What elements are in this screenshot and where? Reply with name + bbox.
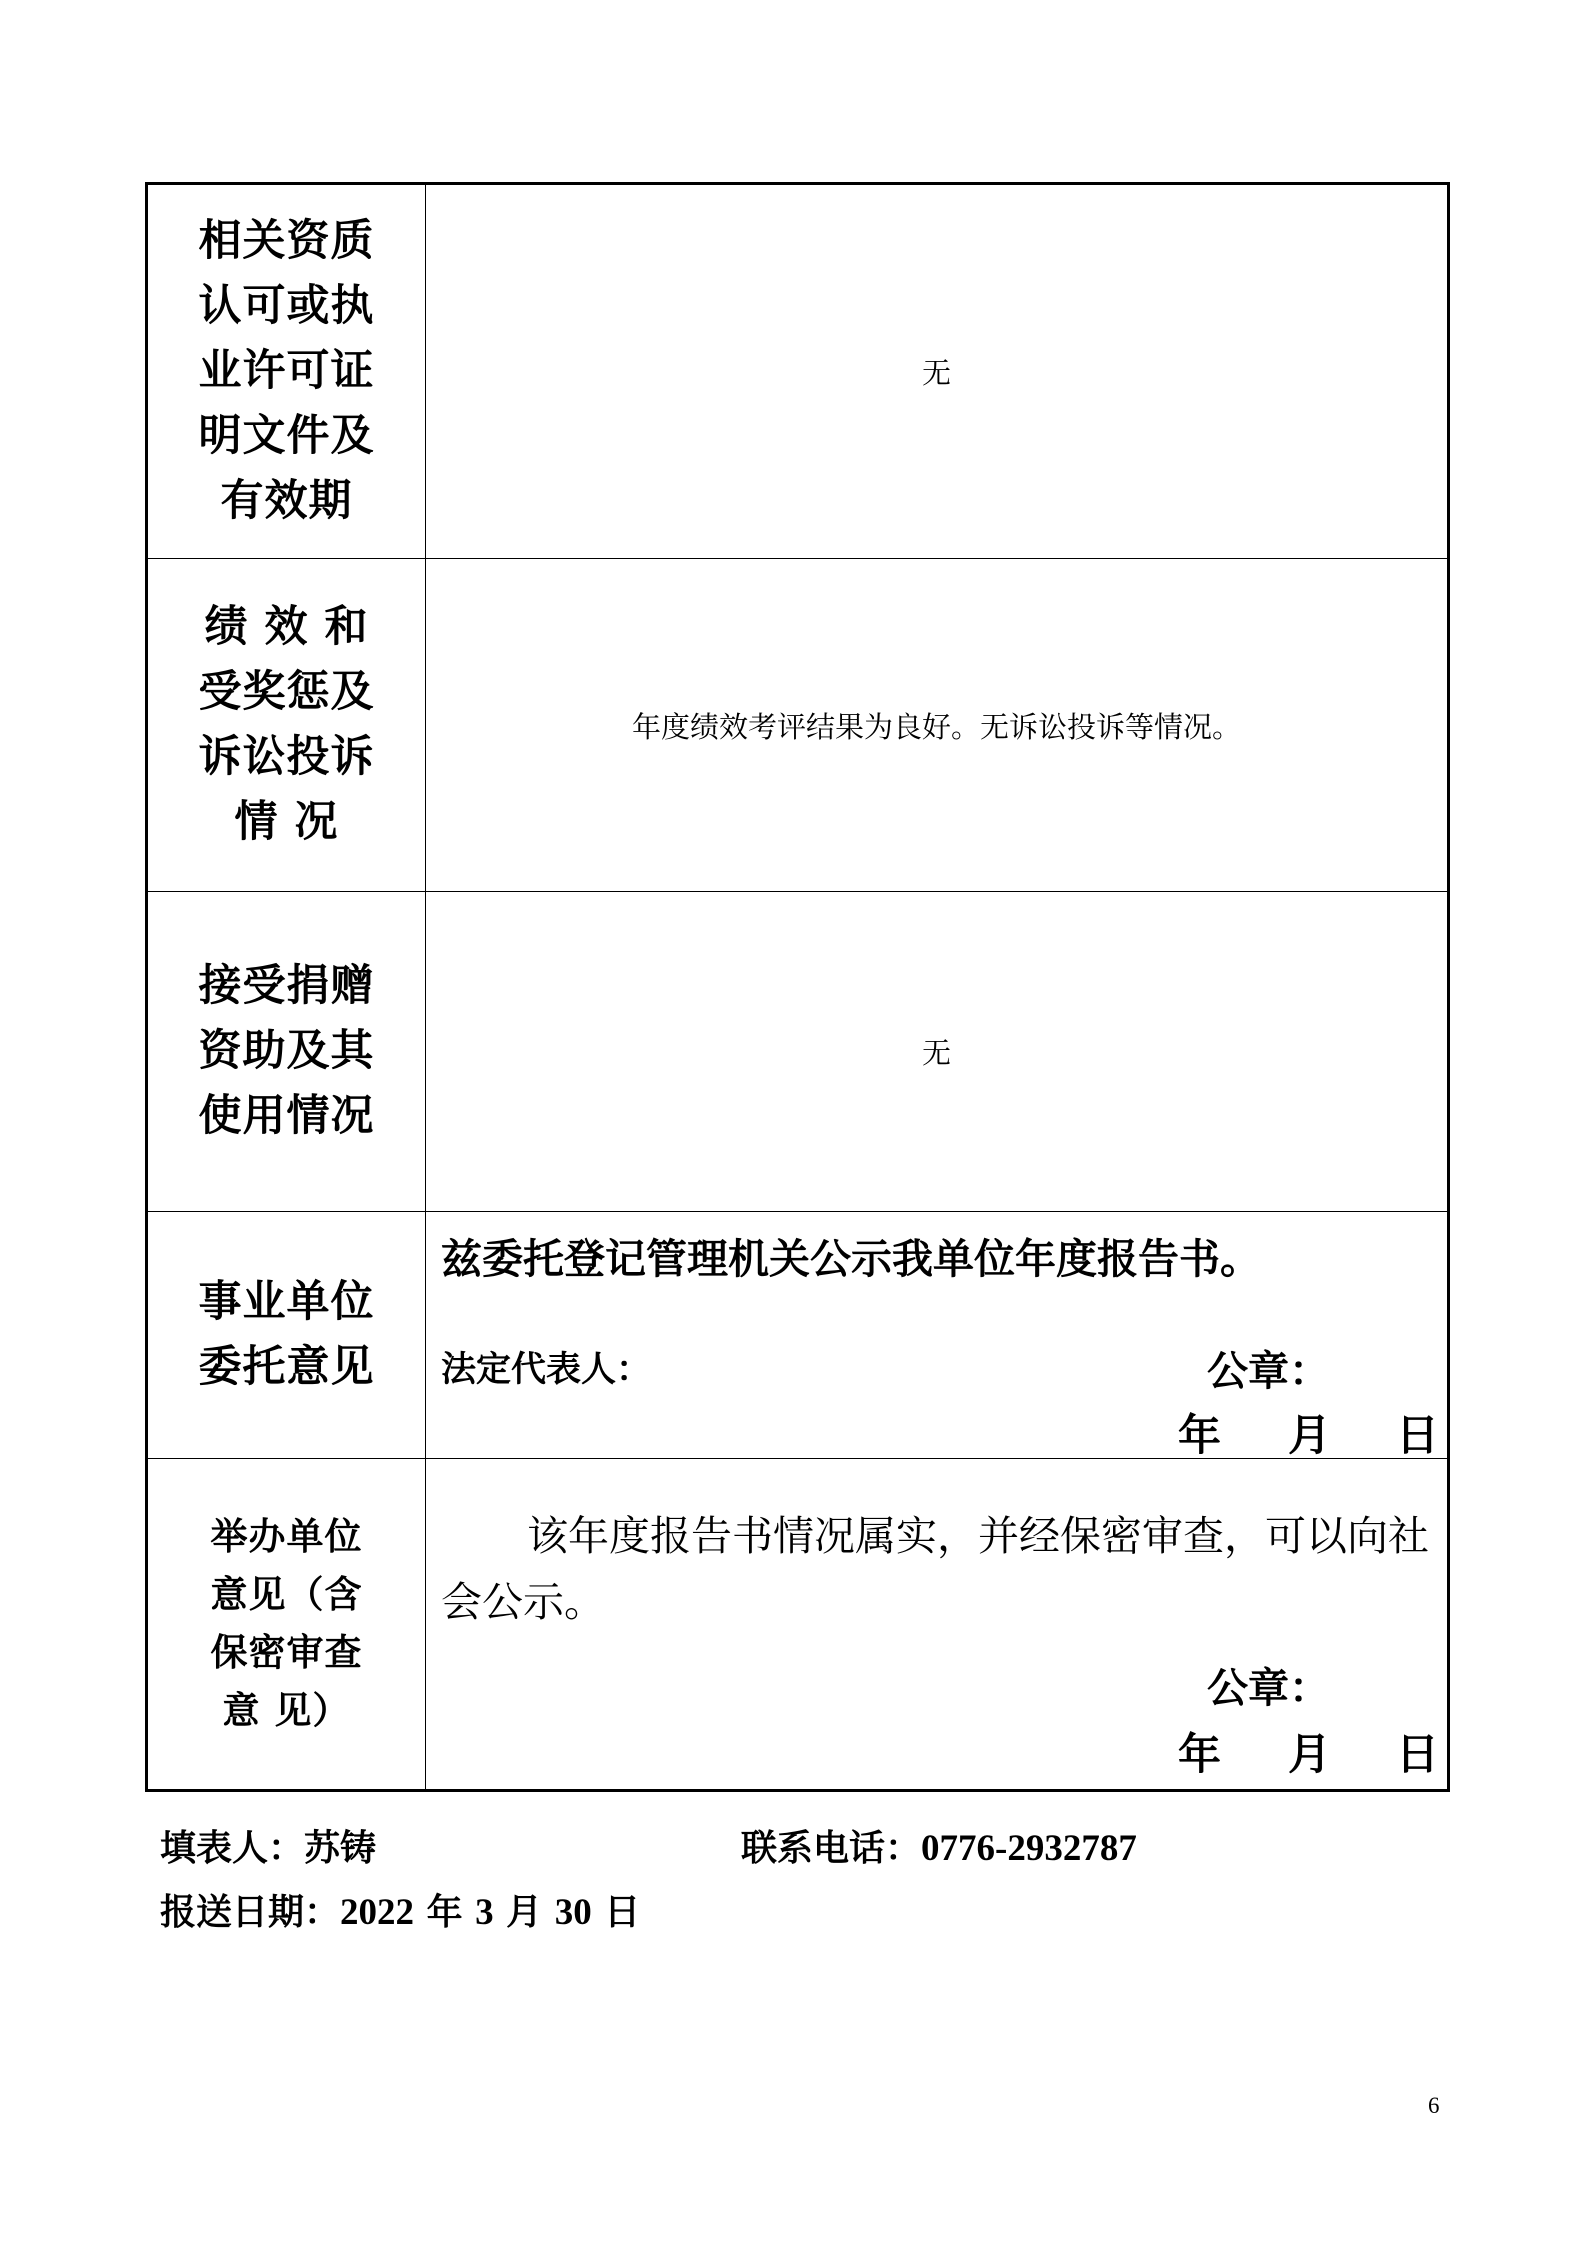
entrust-opinion-cell [426,1212,1449,1459]
donation-label: 接受捐赠 资助及其 使用情况 [147,892,426,1212]
phone-label: 联系电话： [741,1828,922,1869]
submit-month: 3 [475,1892,494,1933]
submit-day: 30 [554,1892,592,1933]
phone-number: 0776-2932787 [921,1828,1137,1869]
entrust-statement: 兹委托登记管理机关公示我单位年度报告书。 [441,1235,1261,1283]
page-number: 6 [1428,2093,1440,2118]
date-month-label: 月 [1288,1411,1331,1461]
table-row [147,1212,1449,1459]
phone-line [741,1820,1137,1871]
performance-label: 绩 效 和 受奖惩及 诉讼投诉 情 况 [147,559,426,892]
submit-year: 2022 [340,1892,415,1933]
date-day-label: 日 [1396,1411,1439,1461]
sponsor-opinion-cell [426,1459,1449,1791]
qualification-label: 相关资质 认可或执 业许可证 明文件及 有效期 [147,184,426,559]
qualification-value: 无 [426,184,1449,559]
filler-name: 苏铸 [304,1828,377,1869]
date-year-label: 年 [1178,1730,1221,1780]
sponsor-statement: 该年度报告书情况属实，并经保密审查，可以向社会公示。 [441,1512,1429,1626]
filler-label: 填表人： [160,1828,305,1869]
date-month-label: 月 [1288,1730,1331,1780]
entrust-label: 事业单位 委托意见 [147,1212,426,1459]
table-row [147,184,1449,559]
sponsor-label: 举办单位 意见（含 保密审查 意 见） [147,1459,426,1791]
official-seal-label: 公章： [1207,1347,1330,1395]
submit-date-label: 报送日期： [160,1892,341,1933]
date-year-label: 年 [1178,1411,1221,1461]
submit-date-line: 报送日期：2022 年 3 月 30 日 [160,1892,641,1933]
legal-representative-label: 法定代表人： [441,1350,652,1390]
table-row [147,892,1449,1212]
performance-value: 年度绩效考评结果为良好。无诉讼投诉等情况。 [426,559,1449,892]
donation-value: 无 [426,892,1449,1212]
table-row [147,559,1449,892]
date-day-label: 日 [1396,1730,1439,1780]
annual-report-table [145,182,1450,1792]
table-row [147,1459,1449,1791]
official-seal-label: 公章： [1207,1664,1330,1712]
filler-line [160,1820,376,1871]
